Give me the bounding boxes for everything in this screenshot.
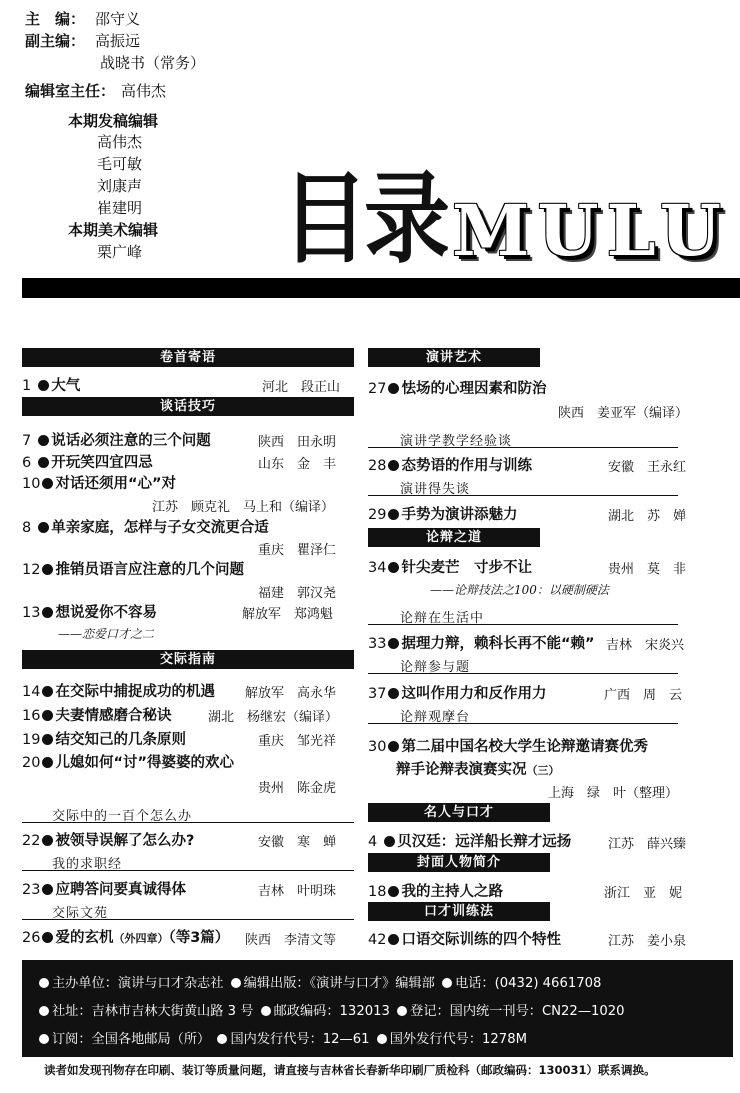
deputy-name-1: 高振远 bbox=[95, 32, 141, 50]
office-label: 编辑室主任： bbox=[25, 82, 116, 100]
toc-entry[interactable]: 6 开玩笑四宜四忌 bbox=[22, 455, 153, 471]
toc-entry[interactable]: 28 态势语的作用与训练 bbox=[368, 458, 532, 474]
section-left-2: 谈话技巧 bbox=[22, 397, 354, 416]
toc-entry[interactable]: 20 儿媳如何“讨”得婆婆的欢心 bbox=[22, 755, 235, 771]
sub-column-label: 演讲得失谈 bbox=[400, 482, 471, 497]
toc-entry[interactable]: 16 夫妻情感磨合秘诀 bbox=[22, 708, 172, 724]
sub-column-label: 演讲学教学经验谈 bbox=[400, 434, 513, 449]
deputy-label: 副主编： bbox=[25, 32, 86, 50]
section-left-1: 卷首寄语 bbox=[22, 348, 354, 367]
toc-entry[interactable]: 27 怯场的心理因素和防治 bbox=[368, 381, 547, 397]
publisher-line-2: 社址：吉林市吉林大街黄山路 3 号 邮政编码：132013 登记：国内统一刊号：CN22—1020 bbox=[36, 1000, 625, 1019]
issue-editor-1: 高伟杰 bbox=[97, 133, 143, 151]
publisher-info-box bbox=[22, 960, 733, 1057]
sub-divider bbox=[368, 673, 678, 674]
toc-entry[interactable]: 34 针尖麦芒 寸步不让 bbox=[368, 560, 532, 576]
toc-entry[interactable]: 14 在交际中捕捉成功的机遇 bbox=[22, 684, 215, 700]
toc-entry[interactable]: 30 第二届中国名校大学生论辩邀请赛优秀 bbox=[368, 739, 648, 755]
toc-entry[interactable]: 8 单亲家庭，怎样与子女交流更合适 bbox=[22, 520, 269, 536]
toc-entry[interactable]: 26 爱的玄机（外四章）（等3篇） bbox=[22, 930, 230, 946]
sub-divider bbox=[22, 870, 354, 871]
page-title-cn: 目录 bbox=[282, 161, 446, 277]
author: 吉林 宋炎兴 bbox=[606, 638, 685, 653]
author: 重庆 邹光祥 bbox=[258, 734, 337, 749]
toc-entry[interactable]: 19 结交知己的几条原则 bbox=[22, 732, 186, 748]
toc-entry[interactable]: 7 说话必须注意的三个问题 bbox=[22, 433, 211, 449]
author: 贵州 莫 非 bbox=[608, 562, 687, 577]
page-title-en: MULU bbox=[452, 189, 729, 272]
publisher-line-3: 订阅：全国各地邮局（所） 国内发行代号：12—61 国外发行代号：1278M bbox=[36, 1028, 527, 1047]
sub-divider bbox=[22, 919, 354, 920]
toc-entry-line2[interactable]: 辩手论辩表演赛实况（三） bbox=[396, 762, 560, 778]
sub-divider bbox=[22, 822, 354, 823]
author: 重庆 瞿泽仁 bbox=[258, 543, 337, 558]
section-left-3: 交际指南 bbox=[22, 650, 354, 669]
author: 福建 郭汉尧 bbox=[258, 586, 337, 601]
author: 湖北 杨继宏（编译） bbox=[208, 710, 339, 725]
sub-column-label: 论辩参与题 bbox=[400, 660, 471, 675]
author: 贵州 陈金虎 bbox=[258, 781, 337, 796]
sub-column-label: 交际文苑 bbox=[52, 906, 109, 921]
deputy-name-2: 战晓书（常务） bbox=[100, 54, 206, 72]
title-divider-bar bbox=[22, 278, 740, 298]
author: 山东 金 丰 bbox=[258, 457, 337, 472]
author: 陕西 田永明 bbox=[258, 435, 337, 450]
toc-entry[interactable]: 18 我的主持人之路 bbox=[368, 884, 503, 900]
author: 安徽 寒 蝉 bbox=[258, 835, 337, 850]
author: 江苏 顾克礼 马上和（编译） bbox=[152, 500, 335, 515]
author: 江苏 姜小泉 bbox=[608, 934, 687, 949]
office-line bbox=[25, 80, 166, 101]
toc-entry[interactable]: 12 推销员语言应注意的几个问题 bbox=[22, 562, 244, 578]
issue-editor-2: 毛可敏 bbox=[97, 155, 143, 173]
sub-divider bbox=[368, 447, 678, 448]
toc-entry[interactable]: 4 贝汉廷：远洋船长辩才远扬 bbox=[368, 834, 572, 850]
author: 解放军 高永华 bbox=[245, 686, 337, 701]
author: 广西 周 云 bbox=[604, 688, 683, 703]
art-editor-label: 本期美术编辑 bbox=[68, 221, 159, 239]
sub-column-label: 论辩在生活中 bbox=[400, 611, 485, 626]
sub-divider bbox=[368, 624, 678, 625]
quality-notice: 读者如发现刊物存在印刷、装订等质量问题，请直接与吉林省长春新华印刷厂质检科（邮政编码：130031）联系调换。 bbox=[44, 1063, 656, 1077]
section-right-3: 名人与口才 bbox=[368, 803, 550, 822]
office-name: 高伟杰 bbox=[121, 82, 167, 100]
sub-column-label: 交际中的一百个怎么办 bbox=[52, 809, 193, 824]
sub-divider bbox=[368, 723, 678, 724]
issue-editor-3: 刘康声 bbox=[97, 177, 143, 195]
publisher-line-1: 主办单位：演讲与口才杂志社 编辑出版：《演讲与口才》编辑部 电话：(0432) 4661708 bbox=[36, 972, 601, 991]
author: 吉林 叶明珠 bbox=[258, 884, 337, 899]
section-right-2: 论辩之道 bbox=[368, 528, 540, 547]
author: 解放军 郑鸿魁 bbox=[242, 607, 334, 622]
toc-entry[interactable]: 29 手势为演讲添魅力 bbox=[368, 507, 518, 523]
section-right-4: 封面人物简介 bbox=[368, 853, 550, 872]
toc-entry[interactable]: 13 想说爱你不容易 bbox=[22, 605, 157, 621]
art-editor-name: 栗广峰 bbox=[97, 243, 143, 261]
toc-entry[interactable]: 37 这叫作用力和反作用力 bbox=[368, 686, 547, 702]
toc-entry-dazhi[interactable]: 1 大气 bbox=[22, 378, 81, 394]
author: 浙江 亚 妮 bbox=[604, 886, 683, 901]
toc-entry[interactable]: 10 对话还须用“心”对 bbox=[22, 476, 177, 492]
author: 河北 段正山 bbox=[262, 380, 341, 395]
author: 上海 绿 叶（整理） bbox=[548, 786, 679, 801]
section-right-1: 演讲艺术 bbox=[368, 348, 540, 367]
section-right-5: 口才训练法 bbox=[368, 902, 550, 921]
sub-column-label: 我的求职经 bbox=[52, 857, 123, 872]
editor-name: 邵守义 bbox=[95, 10, 141, 28]
issue-editors-label: 本期发稿编辑 bbox=[68, 112, 159, 130]
author: 江苏 薛兴臻 bbox=[608, 837, 687, 852]
author: 陕西 李清文等 bbox=[245, 933, 337, 948]
toc-entry[interactable]: 33 据理力辩，赖科长再不能“赖” bbox=[368, 636, 595, 652]
author: 安徽 王永红 bbox=[608, 460, 687, 475]
issue-editor-4: 崔建明 bbox=[97, 199, 143, 217]
entry-note: ——论辩技法之100：以硬制硬法 bbox=[430, 583, 609, 597]
entry-note: ——恋爱口才之二 bbox=[58, 627, 155, 641]
sub-divider bbox=[368, 495, 678, 496]
toc-entry[interactable]: 23 应聘答问要真诚得体 bbox=[22, 882, 186, 898]
editor-line bbox=[25, 8, 140, 29]
deputy-line bbox=[25, 30, 140, 51]
toc-entry[interactable]: 22 被领导误解了怎么办? bbox=[22, 833, 195, 849]
sub-column-label: 论辩观摩台 bbox=[400, 710, 471, 725]
author: 陕西 姜亚军（编译） bbox=[558, 406, 689, 421]
author: 湖北 苏 婵 bbox=[608, 509, 687, 524]
editor-label: 主 编： bbox=[25, 10, 86, 28]
toc-entry[interactable]: 42 口语交际训练的四个特性 bbox=[368, 932, 561, 948]
